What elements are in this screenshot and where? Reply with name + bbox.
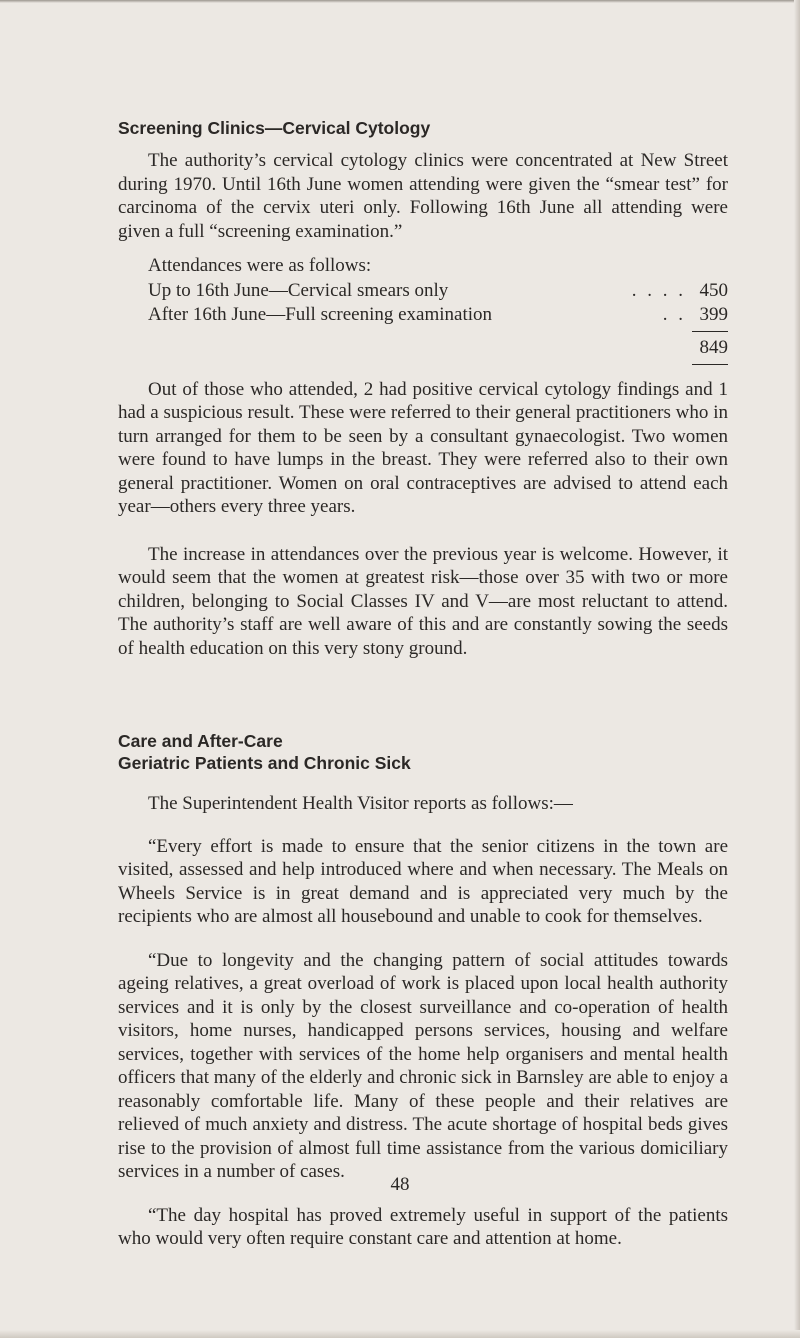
page-number: 48 [390,1174,410,1195]
paragraph-findings: Out of those who attended, 2 had positive cervical cytology findings and 1 had a suspicious result. These were referred to their general practitioners who in turn arranged for them to be seen by a consultant gynaecologist. Two women were found to have lumps in the breast. They were referred also to their own general practitioner. Women on oral contraceptives are advised to attend each year—others every three years. [118,378,728,517]
attendance-label: After 16th June—Full screening examination [148,303,493,325]
paragraph-quote-senior-citizens: “Every effort is made to ensure that the senior citizens in the town are visited, assessed and help introduced where and when necessary. The Meals on Wheels Service is in great demand and is appreciated very much by the recipients who are almost all housebound and unable to cook for themselves. [118,835,728,927]
attendance-row-screening [148,303,728,327]
attendances-intro: Attendances were as follows: [148,255,372,276]
paragraph-quote-day-hospital: “The day hospital has proved extremely useful in support of the patients who would very often require constant care and attention at home. [118,1204,728,1249]
section-heading-screening-clinics: Screening Clinics—Cervical Cytology [118,118,431,138]
attendance-row-smears [148,279,728,303]
attendance-total: 849 [699,336,728,358]
page-right-edge [794,0,800,1338]
attendance-value: 399 [699,303,728,325]
attendance-label: Up to 16th June—Cervical smears only [148,279,449,301]
section-heading-care-after-care: Care and After-Care [118,731,283,751]
page-bottom-edge [0,1330,800,1338]
attendances-table [148,279,728,365]
paragraph-quote-longevity: “Due to longevity and the changing pattern of social attitudes towards ageing relatives, a great overload of work is placed upon local health authority services and it is only by the closest surveillance and co-operation of health visitors, home nurses, handicapped persons services, housing and welfare services, together with services of the home help organisers and mental health officers that many of the elderly and chronic sick in Barnsley are able to enjoy a reasonably comfortable life. Many of these people and their relatives are relieved of much anxiety and distress. The acute shortage of hospital beds gives rise to the provision of almost full time assistance from the various domiciliary services in a number of cases. [118,949,728,1182]
total-rule-bottom [692,364,728,365]
total-rule-top [692,331,728,332]
leader-dots: . . . . [631,279,686,301]
paragraph-increase: The increase in attendances over the previous year is welcome. However, it would seem that the women at greatest risk—those over 35 with two or more children, belonging to Social Classes IV and V—are most reluctant to attend. The authority’s staff are well aware of this and are constantly sowing the seeds of health education on this very stony ground. [118,543,728,659]
paragraph-report-intro: The Superintendent Health Visitor reports as follows:— [148,793,573,814]
page-top-edge [0,0,800,3]
section-subheading-geriatric: Geriatric Patients and Chronic Sick [118,753,411,773]
paragraph-clinics-intro: The authority’s cervical cytology clinics were concentrated at New Street during 1970. Until 16th June women attending were given the “smear test” for carcinoma of the cervix uteri only. Following 16th June all attending were given a full “screening examination.” [118,150,728,242]
attendance-value: 450 [699,279,728,301]
leader-dots: . . [662,303,686,325]
document-page [118,117,728,1251]
